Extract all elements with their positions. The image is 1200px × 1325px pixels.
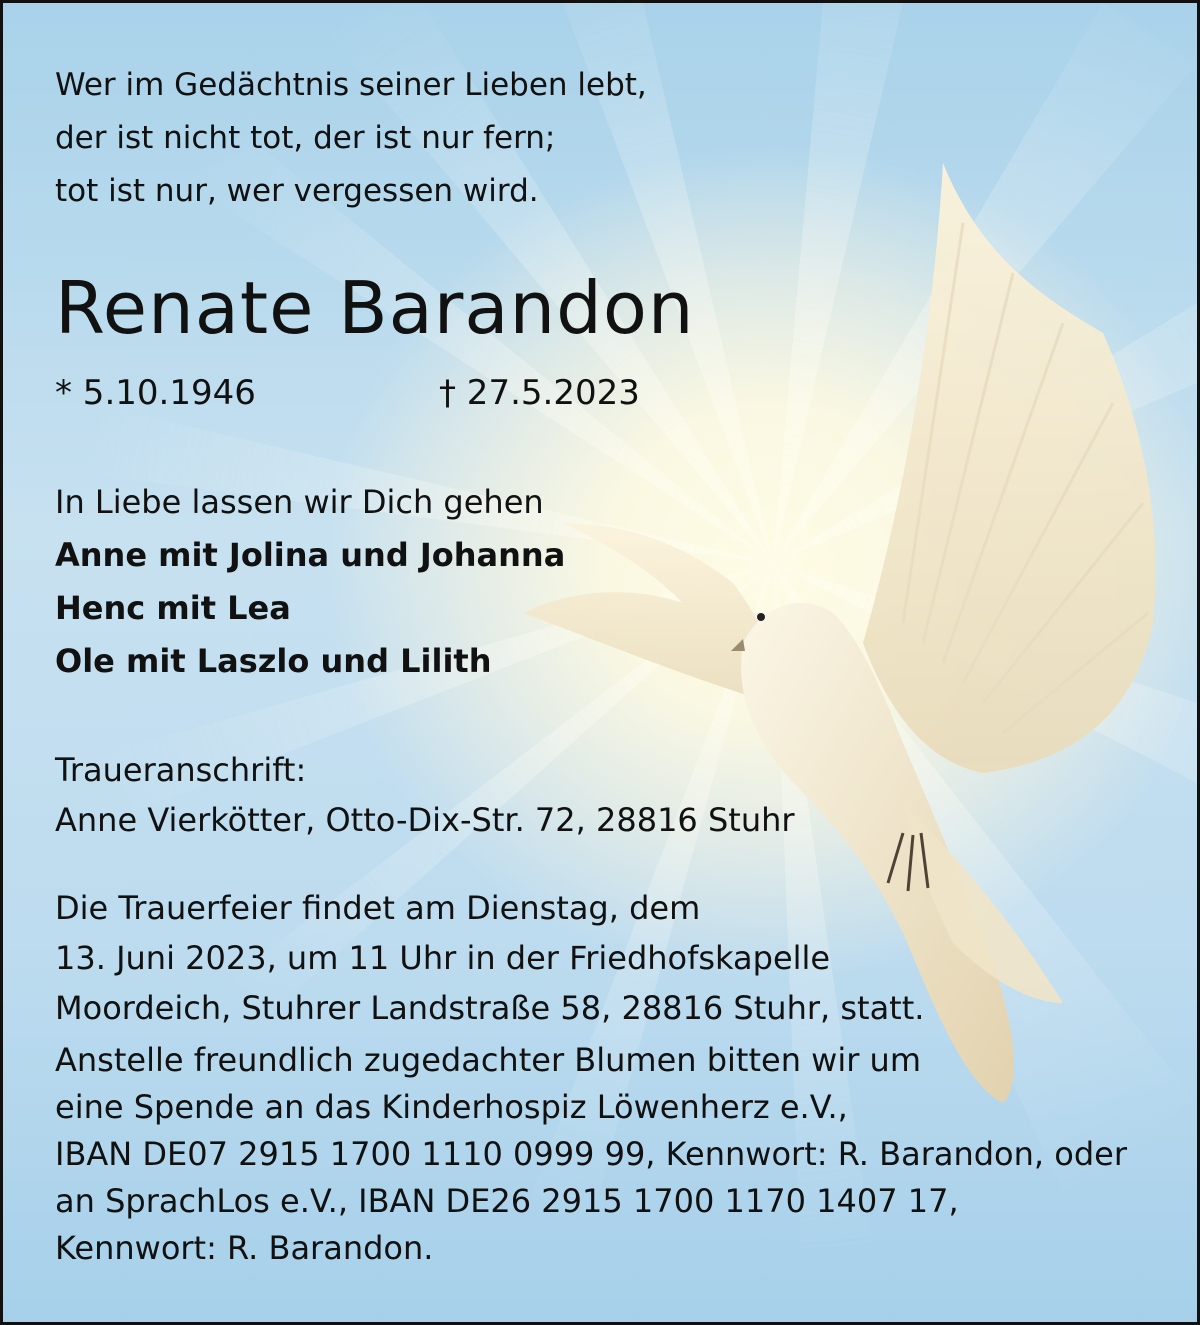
quote-line: der ist nicht tot, der ist nur fern; [55,120,556,156]
quote-line: tot ist nur, wer vergessen wird. [55,173,539,209]
memorial-quote [55,59,647,218]
family-section [55,476,565,688]
family-intro: In Liebe lassen wir Dich gehen [55,483,544,521]
family-member: Ole mit Laszlo und Lilith [55,642,492,680]
deceased-name: Renate Barandon [55,266,695,350]
dove-right-wing [863,163,1156,773]
donation-info [55,1037,1127,1272]
family-member: Henc mit Lea [55,589,291,627]
death-date: † 27.5.2023 [439,373,640,413]
donation-line: IBAN DE07 2915 1700 1110 0999 99, Kennwort: R. Barandon, oder [55,1135,1127,1173]
family-member: Anne mit Jolina und Johanna [55,536,566,574]
ceremony-line: 13. Juni 2023, um 11 Uhr in der Friedhofskapelle [55,939,831,977]
donation-line: Anstelle freundlich zugedachter Blumen bitten wir um [55,1041,921,1079]
quote-line: Wer im Gedächtnis seiner Lieben lebt, [55,67,647,103]
donation-line: Kennwort: R. Barandon. [55,1229,434,1267]
address-label: Traueranschrift: [55,751,307,789]
ceremony-info [55,883,924,1033]
mourning-address [55,745,795,845]
ceremony-line: Moordeich, Stuhrer Landstraße 58, 28816 Stuhr, statt. [55,989,925,1027]
donation-line: an SprachLos e.V., IBAN DE26 2915 1700 1170 1407 17, [55,1182,959,1220]
birth-date: * 5.10.1946 [55,373,256,413]
address-value: Anne Vierkötter, Otto-Dix-Str. 72, 28816 Stuhr [55,801,795,839]
donation-line: eine Spende an das Kinderhospiz Löwenherz e.V., [55,1088,848,1126]
ceremony-line: Die Trauerfeier findet am Dienstag, dem [55,889,701,927]
